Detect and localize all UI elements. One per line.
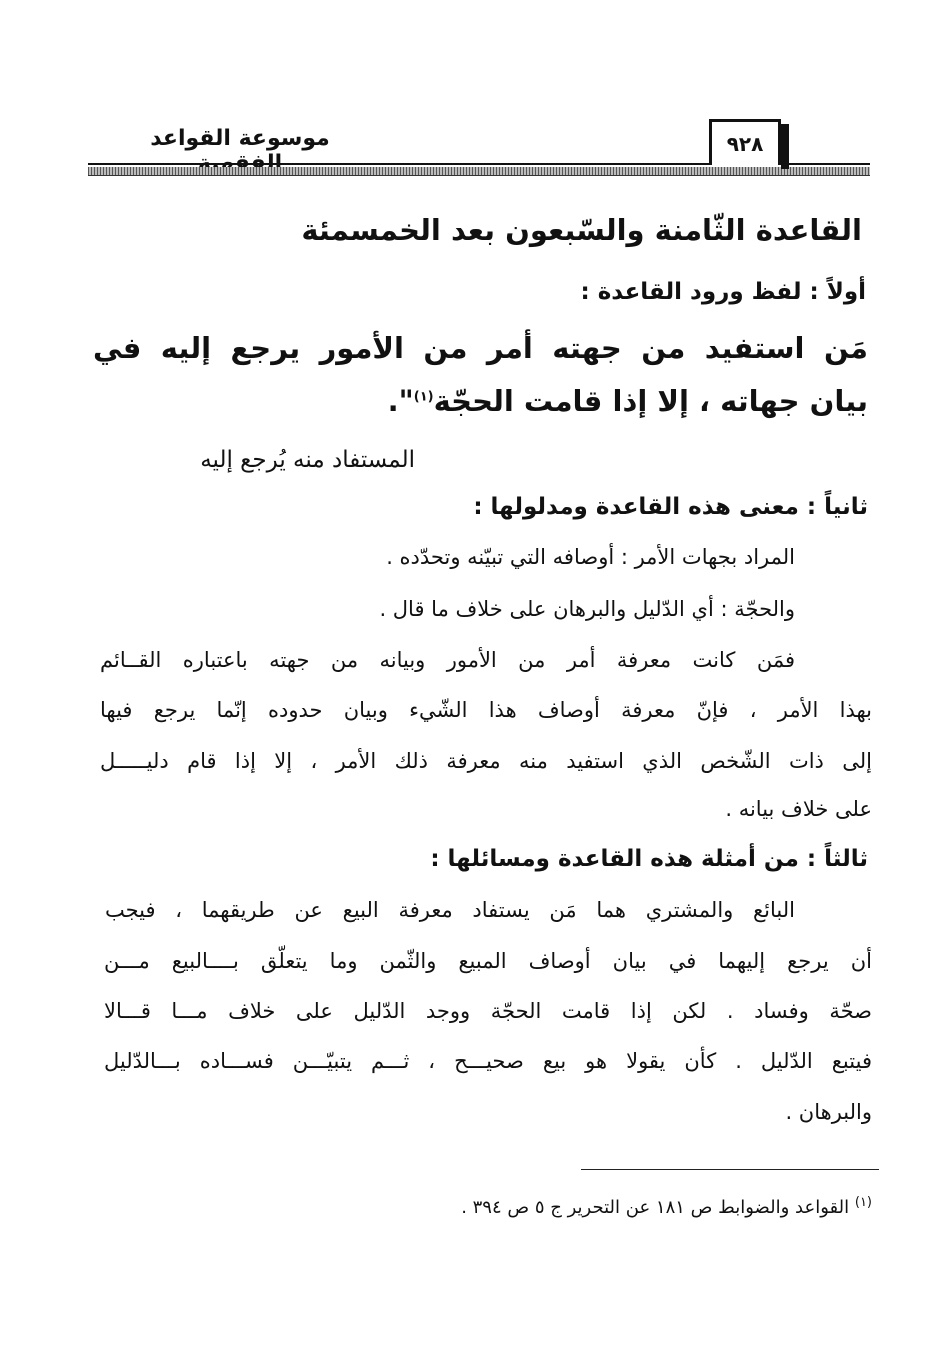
rule-text-line-1: مَن استفيد من جهته أمر من الأمور يرجع إليه في bbox=[93, 331, 868, 365]
rule-footnote-marker: (١) bbox=[413, 389, 434, 405]
footnote-divider bbox=[581, 1169, 879, 1170]
rule-text-line-2 bbox=[388, 384, 868, 418]
section2-line-4: بهذا الأمر ، فإنّ معرفة أوصاف هذا الشّيء وبيان حدوده إنّما يرجع فيها bbox=[100, 698, 872, 722]
section3-line-1: البائع والمشتري هما مَن يستفاد معرفة البيع عن طريقهما ، فيجب bbox=[105, 898, 795, 922]
section2-line-5: إلى ذات الشّخص الذي استفيد منه معرفة ذلك الأمر ، إلا إذا قام دليـــــل bbox=[100, 749, 872, 773]
section2-line-6: على خلاف بيانه . bbox=[725, 797, 872, 821]
page-number-box-shadow bbox=[781, 124, 789, 169]
book-title: موسوعة القواعد bbox=[150, 126, 330, 151]
section2-line-3: فمَن كانت معرفة أمر من الأمور وبيانه من جهته باعتباره القــائم bbox=[100, 648, 795, 672]
page-number-box bbox=[709, 119, 781, 165]
section3-heading: ثالثاً : من أمثلة هذه القاعدة ومسائلها : bbox=[430, 846, 868, 872]
rule-title: القاعدة الثّامنة والسّبعون بعد الخمسمئة bbox=[301, 213, 862, 247]
section2-line-1: المراد بجهات الأمر : أوصافه التي تبيّنه وتحدّده . bbox=[386, 545, 795, 569]
page-number: ٩٢٨ bbox=[726, 131, 764, 156]
footnote-text: القواعد والضوابط ص ١٨١ عن التحرير ج ٥ ص ٣٩٤ . bbox=[461, 1197, 850, 1218]
section1-heading: أولاً : لفظ ورود القاعدة : bbox=[580, 279, 866, 305]
rule-text-line-2-body: بيان جهاته ، إلا إذا قامت الحجّة bbox=[433, 384, 868, 418]
section3-line-4: فيتبع الدّليل . كأن يقولا هو بيع صحيـــح ، ثـــم يتبيّـــن فســـاده بـــالدّليل bbox=[104, 1049, 872, 1073]
rule-text-closing: ". bbox=[387, 384, 414, 418]
section3-line-3: صحّة وفساد . لكن إذا قامت الحجّة ووجد الدّليل على خلاف مـــا قـــالا bbox=[104, 999, 872, 1023]
section2-heading: ثانياً : معنى هذه القاعدة ومدلولها : bbox=[473, 494, 868, 520]
footnote bbox=[461, 1195, 872, 1218]
rule-short-form: المستفاد منه يُرجع إليه bbox=[200, 447, 415, 473]
footnote-marker: (١) bbox=[854, 1195, 872, 1210]
section3-line-2: أن يرجع إليهما في بيان أوصاف المبيع والثّمن وما يتعلّق بــــالبيع مـــن bbox=[104, 949, 872, 973]
section2-line-2: والحجّة : أي الدّليل والبرهان على خلاف ما قال . bbox=[379, 597, 795, 621]
section3-line-5: والبرهان . bbox=[785, 1100, 872, 1124]
